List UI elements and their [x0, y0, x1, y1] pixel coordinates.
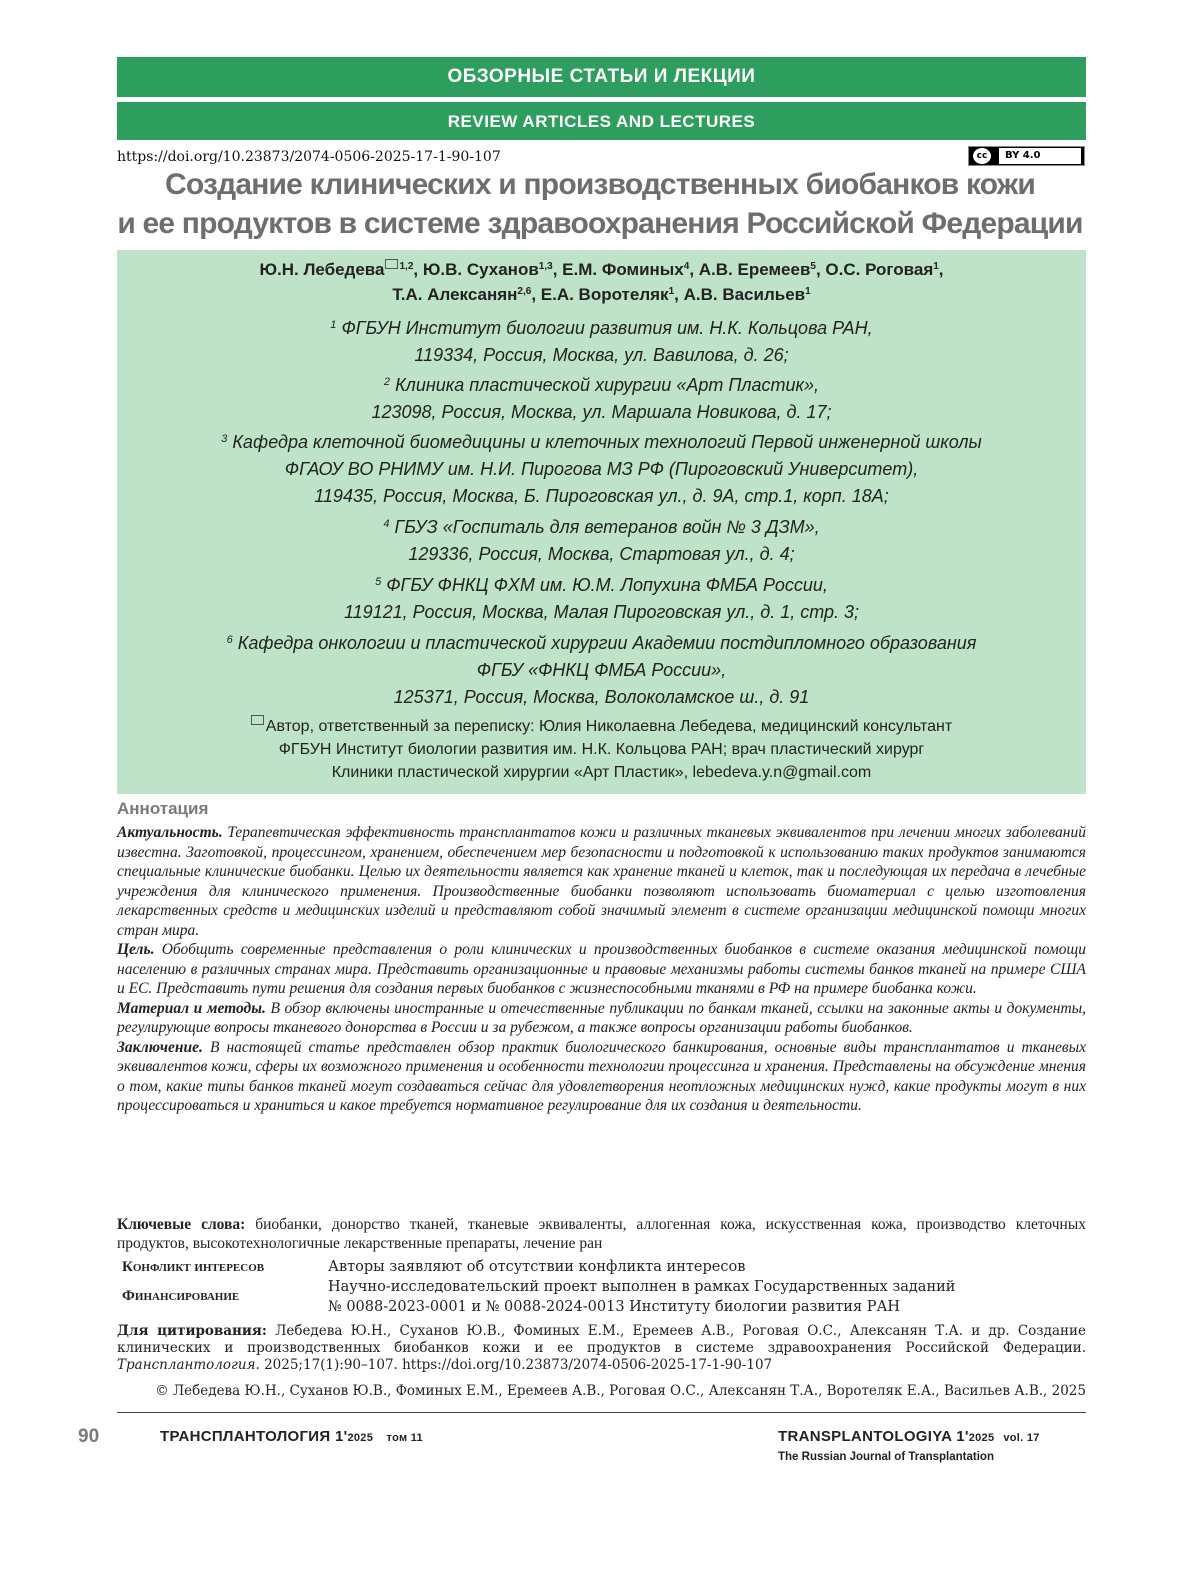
- keywords-label: Ключевые слова:: [117, 1216, 246, 1233]
- article-title-line-2: и ее продуктов в системе здравоохранения Российской Федерации: [117, 207, 1083, 240]
- abstract-conclusion: Заключение. В настоящей статье представлен обзор практик биологического банкирования, основные виды трансплантатов и тканевых эквивалентов кожи, сферы их возможного применения и особенности технологии процессинга и хранения. Представлены на обсуждение мнения о том, какие типы банков тканей могут создаваться сейчас для удовлетворения неотложных медицинских нужд, какие продукты могут в них процессироваться и храниться и какое требуется нормативное регулирование для их создания и деятельности.: [117, 1038, 1086, 1114]
- affiliation-2: $^2$ Клиника пластической хирургии «Арт Пластик», 123098, Россия, Москва, ул. Маршала Новикова, д. 17;: [371, 375, 832, 422]
- abstract-aim: Цель. Обобщить современные представления о роли клинических и производственных биобанков в системе оказания медицинской помощи населению в различных странах мира. Представить организационные и правовые механизмы работы системы банков тканей на примере США и ЕС. Представить пути решения для создания первых биобанков с жизнеспособными тканями в РФ на примере биобанка кожи.: [117, 941, 1086, 997]
- envelope-icon: [251, 715, 264, 725]
- funding-text: Научно-исследовательский проект выполнен в рамках Государственных заданий № 0088-2023-0001 и № 0088-2024-0013 Институту биологии развития РАН: [328, 1279, 956, 1315]
- section-title-ru: ОБЗОРНЫЕ СТАТЬИ И ЛЕКЦИИ: [447, 66, 756, 87]
- affiliation-1: $^1$ ФГБУН Институт биологии развития им. Н.К. Кольцова РАН, 119334, Россия, Москва, ул. Вавилова, д. 26;: [330, 318, 873, 365]
- citation-label: Для цитирования:: [117, 1323, 267, 1339]
- abstract-methods: Материал и методы. В обзор включены иностранные и отечественные публикации по банкам тканей, ссылки на законные акты и документы, регулирующие вопросы тканевого донорства в России и за рубежом, а также вопросы организации работы биобанков.: [117, 999, 1087, 1036]
- section-title-en: REVIEW ARTICLES AND LECTURES: [447, 112, 756, 131]
- footer-divider: [117, 1412, 1086, 1413]
- affiliation-3: $^3$ Кафедра клеточной биомедицины и клеточных технологий Первой инженерной школы ФГАОУ ВО РНИМУ им. Н.И. Пирогова МЗ РФ (Пироговский Университет), 119435, Россия, Москва, Б. Пироговская ул., д. 9А, стр.1, корп. 18А;: [221, 432, 982, 506]
- cc-icon: cc: [973, 148, 991, 164]
- journal-name-en: TRANSPLANTOLOGIYA 1'2025 vol. 17: [778, 1428, 1040, 1445]
- abstract-heading: Аннотация: [117, 799, 209, 818]
- authors-line-1: Ю.Н. Лебедева $^{1,2}$, Ю.В. Суханов$^{1,3}$, Е.М. Фоминых$^4$, А.В. Еремеев$^5$, О.С. Роговая$^1$,: [259, 260, 944, 279]
- author-name: Ю.В. Суханов: [422, 260, 539, 279]
- article-title-line-1: Создание клинических и производственных биобанков кожи: [164, 168, 1036, 201]
- author-affil: 1,2: [399, 261, 414, 272]
- funding-label: Финансирование: [122, 1288, 240, 1304]
- keywords-text: биобанки, донорство тканей, тканевые эквиваленты, аллогенная кожа, искусственная кожа, производство клеточных продуктов, высокотехнологичные лекарственные препараты, лечение ран: [117, 1216, 1087, 1252]
- author-name: А.В. Васильев: [683, 285, 806, 304]
- author-affil: 4: [683, 261, 690, 272]
- journal-name-ru: ТРАНСПЛАНТОЛОГИЯ 1'2025 том 11: [160, 1428, 423, 1445]
- journal-subtitle-en: The Russian Journal of Transplantation: [778, 1451, 994, 1463]
- author-affil: 1: [668, 286, 675, 297]
- author-affil: 2,6: [517, 286, 532, 297]
- citation-doi[interactable]: 2025;17(1):90–107. https://doi.org/10.23873/2074-0506-2025-17-1-90-107: [264, 1357, 773, 1373]
- license-badge[interactable]: [968, 146, 1085, 166]
- doi-link[interactable]: https://doi.org/10.23873/2074-0506-2025-17-1-90-107: [117, 149, 501, 165]
- conflict-text: Авторы заявляют об отсутствии конфликта интересов: [328, 1259, 746, 1275]
- authors-line-2: Т.А. Алексанян$^{2,6}$, Е.А. Воротеляк$^1$, А.В. Васильев$^1$: [392, 285, 811, 304]
- author-name: Ю.Н. Лебедева: [259, 260, 385, 279]
- page-number: 90: [78, 1426, 100, 1447]
- copyright: © Лебедева Ю.Н., Суханов Ю.В., Фоминых Е.М., Еремеев А.В., Роговая О.С., Алексанян Т.А., Воротеляк Е.А., Васильев А.В., 2025: [155, 1383, 1086, 1399]
- affiliation-5: $^5$ ФГБУ ФНКЦ ФХМ им. Ю.М. Лопухина ФМБА России, 119121, Россия, Москва, Малая Пироговская ул., д. 1, стр. 3;: [343, 575, 860, 622]
- author-affil: 1: [933, 261, 939, 272]
- author-name: О.С. Роговая: [825, 260, 934, 279]
- affiliation-6: $^6$ Кафедра онкологии и пластической хирургии Академии постдипломного образования ФГБУ «ФНКЦ ФМБА России», 125371, Россия, Москва, Волоколамское ш., д. 91: [226, 633, 977, 707]
- affiliation-4: $^4$ ГБУЗ «Госпиталь для ветеранов войн № 3 ДЗМ», 129336, Россия, Москва, Стартовая ул., д. 4;: [383, 517, 820, 564]
- section-banner-ru: [117, 57, 1086, 97]
- author-affil: 5: [810, 261, 816, 272]
- correspondence-email[interactable]: Клиники пластической хирургии «Арт Пластик», lebedeva.y.n@gmail.com: [331, 764, 872, 781]
- keywords: [117, 1215, 1086, 1253]
- license-label: BY 4.0: [999, 148, 1081, 164]
- author-name: А.В. Еремеев: [698, 260, 811, 279]
- citation: Для цитирования: Лебедева Ю.Н., Суханов Ю.В., Фоминых Е.М., Еремеев А.В., Роговая О.С., Алексанян Т.А. и др. Создание клинических и производственных биобанков кожи и ее продуктов в системе здравоохранения Российской Федерации. Трансплантология. 2025;17(1):90–107. https://doi.org/10.23873/2074-0506-2025-17-1-90-107: [117, 1323, 1086, 1373]
- author-affil: 1: [805, 286, 811, 297]
- author-name: Е.А. Воротеляк: [540, 285, 669, 304]
- abstract-relevance: Актуальность. Терапевтическая эффективность трансплантатов кожи и различных тканевых эквивалентов при лечении многих заболеваний известна. Заготовкой, процессингом, хранением, обеспечением мер безопасности и подготовкой к использованию таких продуктов занимаются специальные клинические биобанки. Целью их деятельности является как хранение тканей и клеток, так и последующая их передача в лечебные учреждения для клинического применения. Производственные биобанки позволяют использовать биоматериал с целью изготовления лекарственных средств и медицинских изделий и представляют собой значимый элемент в системе организации медицинской помощи многих стран мира.: [117, 824, 1086, 939]
- author-name: Т.А. Алексанян: [392, 285, 518, 304]
- section-banner-en: [117, 102, 1086, 140]
- abstract-body: [117, 823, 1086, 1116]
- envelope-icon: [385, 259, 398, 269]
- correspondence: Автор, ответственный за переписку: Юлия Николаевна Лебедева, медицинский консультант ФГБУН Институт биологии развития им. Н.К. Кольцова РАН; врач пластический хирург Клиники пластической хирургии «Арт Пластик», lebedeva.y.n@gmail.com: [117, 715, 1086, 784]
- author-name: Е.М. Фоминых: [562, 260, 684, 279]
- author-affil: 1,3: [538, 261, 553, 272]
- conflict-label: Конфликт интересов: [122, 1259, 265, 1275]
